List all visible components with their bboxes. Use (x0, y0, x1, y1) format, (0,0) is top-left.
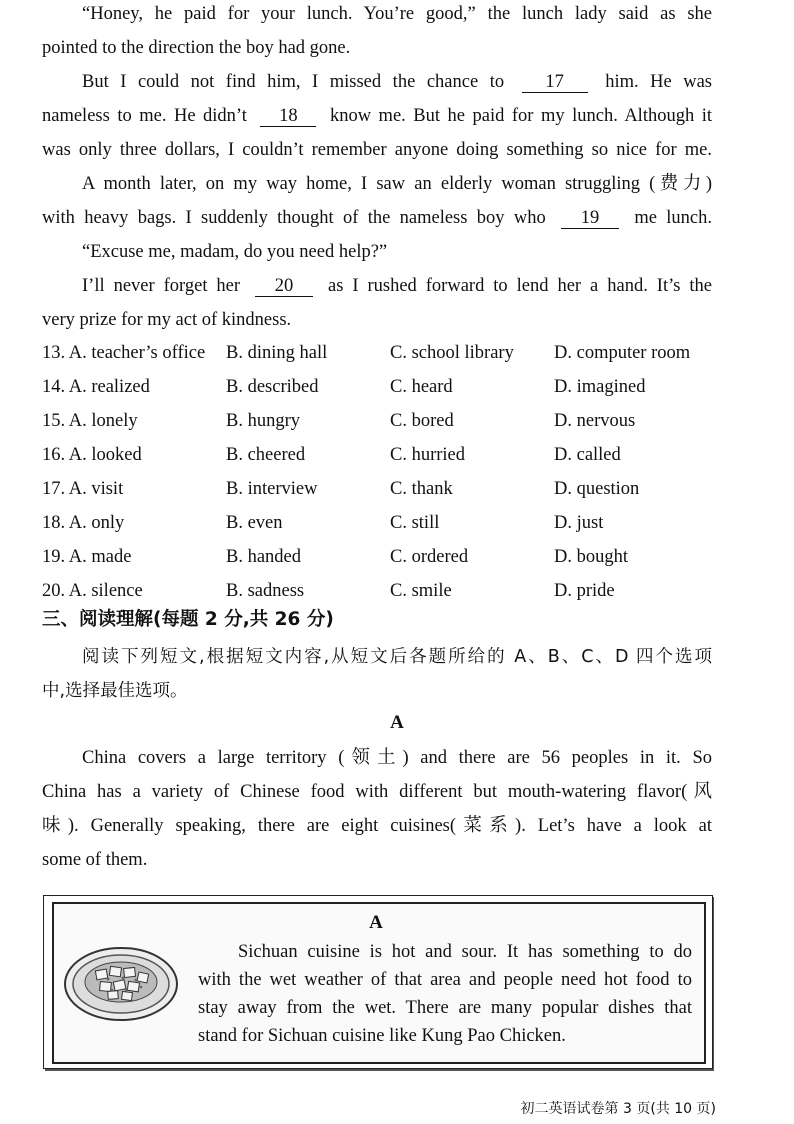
option-row (42, 545, 722, 569)
option-row (42, 477, 722, 501)
section-instructions: 中,选择最佳选项。 (42, 681, 188, 701)
option-c: C. still (390, 513, 440, 533)
page-footer: 初二英语试卷第 3 页(共 10 页) (520, 1101, 716, 1117)
cloze-text: with heavy bags. I suddenly thought of the nameless boy who (42, 208, 546, 228)
option-c: C. ordered (390, 547, 469, 567)
option-d: D. pride (554, 581, 615, 601)
option-a: 15. A. lonely (42, 411, 138, 431)
option-b: B. dining hall (226, 343, 328, 363)
cloze-line: very prize for my act of kindness. (42, 310, 292, 330)
option-row (42, 375, 722, 399)
passage-line: China covers a large territory (领土) and there are 56 peoples in it. So (82, 748, 712, 768)
option-b: B. described (226, 377, 319, 397)
option-d: D. nervous (554, 411, 636, 431)
option-a: 18. A. only (42, 513, 125, 533)
option-b: B. cheered (226, 445, 306, 465)
box-heading: A (369, 912, 383, 933)
option-a: 16. A. looked (42, 445, 142, 465)
cloze-line: “Honey, he paid for your lunch. You’re good,” the lunch lady said as she (82, 4, 712, 24)
option-c: C. bored (390, 411, 454, 431)
option-a: 20. A. silence (42, 581, 143, 601)
option-d: D. called (554, 445, 621, 465)
option-b: B. hungry (226, 411, 300, 431)
cloze-line: pointed to the direction the boy had gone. (42, 38, 351, 58)
option-d: D. bought (554, 547, 628, 567)
option-d: D. question (554, 479, 640, 499)
option-b: B. sadness (226, 581, 305, 601)
cloze-text: him. He was (605, 72, 713, 92)
box-line: Sichuan cuisine is hot and sour. It has something to do (238, 942, 692, 962)
option-a: 17. A. visit (42, 479, 124, 499)
sichuan-dish-image (62, 940, 180, 1024)
passage-heading: A (390, 712, 404, 733)
box-line: stand for Sichuan cuisine like Kung Pao Chicken. (198, 1026, 566, 1046)
cloze-line (42, 104, 712, 128)
box-line: stay away from the wet. There are many popular dishes that (198, 998, 692, 1018)
cloze-line (82, 274, 712, 298)
option-row (42, 579, 722, 603)
option-a: 19. A. made (42, 547, 132, 567)
option-b: B. handed (226, 547, 302, 567)
section-title: 三、阅读理解(每题 2 分,共 26 分) (42, 609, 334, 630)
option-c: C. school library (390, 343, 514, 363)
option-row (42, 409, 722, 433)
cloze-text: But I could not find him, I missed the chance to (82, 72, 505, 92)
option-d: D. just (554, 513, 604, 533)
cloze-line (82, 70, 712, 94)
option-a: 13. A. teacher’s office (42, 343, 206, 363)
box-line: with the wet weather of that area and people need hot food to (198, 970, 692, 990)
cloze-text: nameless to me. He didn’t (42, 106, 247, 126)
blank-19: 19 (561, 208, 619, 229)
option-c: C. hurried (390, 445, 466, 465)
cloze-line: was only three dollars, I couldn’t remember anyone doing something so nice for me. (42, 140, 712, 160)
cloze-line (42, 206, 712, 230)
option-c: C. smile (390, 581, 452, 601)
option-c: C. thank (390, 479, 453, 499)
blank-20: 20 (255, 276, 313, 297)
option-b: B. interview (226, 479, 318, 499)
option-row (42, 341, 722, 365)
passage-line: 味). Generally speaking, there are eight cuisines(菜系). Let’s have a look at (42, 816, 712, 836)
cloze-text: know me. But he paid for my lunch. Although it (329, 106, 713, 126)
option-d: D. computer room (554, 343, 691, 363)
cloze-text: I’ll never forget her (82, 276, 241, 296)
cloze-text: me lunch. (634, 208, 713, 228)
blank-17: 17 (522, 72, 588, 93)
cloze-line: “Excuse me, madam, do you need help?” (82, 242, 388, 262)
option-a: 14. A. realized (42, 377, 150, 397)
cloze-text: as I rushed forward to lend her a hand. It’s the (327, 276, 712, 296)
section-instructions: 阅读下列短文,根据短文内容,从短文后各题所给的 A、B、C、D 四个选项 (82, 647, 712, 667)
passage-line: some of them. (42, 850, 148, 870)
blank-18: 18 (260, 106, 316, 127)
option-b: B. even (226, 513, 283, 533)
option-d: D. imagined (554, 377, 646, 397)
cloze-line: A month later, on my way home, I saw an elderly woman struggling (费力) (82, 174, 712, 194)
option-row (42, 443, 722, 467)
passage-line: China has a variety of Chinese food with different but mouth-watering flavor(风 (42, 782, 712, 802)
option-c: C. heard (390, 377, 453, 397)
option-row (42, 511, 722, 535)
